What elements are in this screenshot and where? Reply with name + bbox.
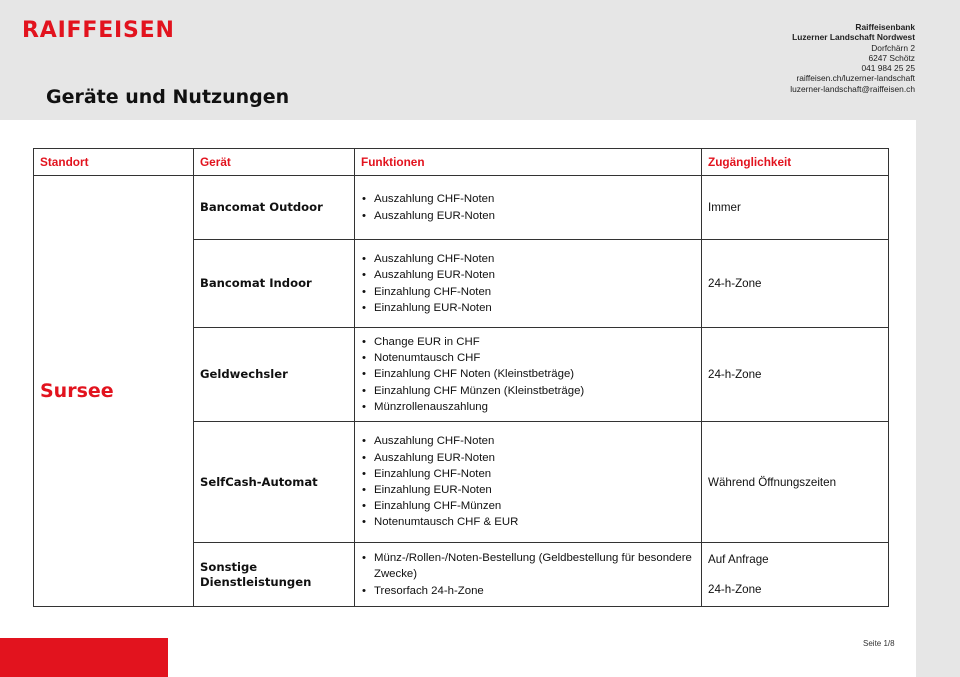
document-title: Geräte und Nutzungen	[46, 86, 290, 108]
device-cell: Bancomat Indoor	[194, 240, 355, 328]
function-item: • Change EUR in CHF	[361, 334, 695, 350]
city: 6247 Schötz	[868, 52, 915, 63]
function-item: • Auszahlung CHF-Noten	[361, 251, 695, 267]
function-item: • Auszahlung CHF-Noten	[361, 433, 695, 449]
column-header-funktionen: Funktionen	[355, 149, 702, 176]
function-item: • Auszahlung EUR-Noten	[361, 450, 695, 466]
function-item: • Münz-/Rollen-/Noten-Bestellung (Geldbestellung für besondere Zwecke)	[361, 550, 695, 582]
access-cell: 24-h-Zone	[702, 328, 889, 422]
access-line: Auf Anfrage	[708, 553, 769, 566]
page	[0, 120, 916, 677]
function-item: • Einzahlung EUR-Noten	[361, 300, 695, 316]
function-item: • Notenumtausch CHF & EUR	[361, 514, 695, 530]
function-item: • Münzrollenauszahlung	[361, 399, 695, 415]
website-link[interactable]: raiffeisen.ch/luzerner-landschaft	[796, 73, 915, 84]
access-cell: Immer	[702, 176, 889, 240]
function-item: • Einzahlung CHF-Münzen	[361, 498, 695, 514]
functions-cell	[355, 543, 702, 607]
table-header-row	[34, 149, 889, 176]
branch-name: Luzerner Landschaft Nordwest	[792, 32, 915, 43]
device-line: Sonstige	[200, 559, 258, 574]
function-item: • Auszahlung EUR-Noten	[361, 267, 695, 283]
functions-cell	[355, 328, 702, 422]
column-header-standort: Standort	[34, 149, 194, 176]
letterhead	[0, 0, 960, 120]
function-item: • Auszahlung EUR-Noten	[361, 208, 695, 224]
device-line: Dienstleistungen	[200, 574, 312, 589]
table-row	[34, 176, 889, 240]
access-cell: Während Öffnungszeiten	[702, 422, 889, 543]
function-item: • Einzahlung CHF Münzen (Kleinstbeträge)	[361, 383, 695, 399]
device-cell	[194, 543, 355, 607]
location-cell	[34, 176, 194, 607]
function-item: • Auszahlung CHF-Noten	[361, 191, 695, 207]
access-line: 24-h-Zone	[708, 583, 762, 596]
email-link[interactable]: luzerner-landschaft@raiffeisen.ch	[790, 83, 915, 94]
devices-table	[33, 148, 889, 607]
page-number: Seite 1/8	[863, 639, 895, 648]
column-header-geraet: Gerät	[194, 149, 355, 176]
access-cell: 24-h-Zone	[702, 240, 889, 328]
device-cell: SelfCash-Automat	[194, 422, 355, 543]
location-name: Sursee	[40, 380, 114, 402]
phone: 041 984 25 25	[861, 63, 915, 74]
column-header-zugaenglichkeit: Zugänglichkeit	[702, 149, 889, 176]
access-cell	[702, 543, 889, 607]
function-item: • Notenumtausch CHF	[361, 350, 695, 366]
street: Dorfchärn 2	[871, 42, 915, 53]
functions-cell	[355, 176, 702, 240]
function-item: • Tresorfach 24-h-Zone	[361, 583, 695, 599]
device-cell: Bancomat Outdoor	[194, 176, 355, 240]
function-item: • Einzahlung CHF Noten (Kleinstbeträge)	[361, 366, 695, 382]
functions-cell	[355, 422, 702, 543]
function-item: • Einzahlung CHF-Noten	[361, 284, 695, 300]
device-cell: Geldwechsler	[194, 328, 355, 422]
function-item: • Einzahlung EUR-Noten	[361, 482, 695, 498]
function-item: • Einzahlung CHF-Noten	[361, 466, 695, 482]
functions-cell	[355, 240, 702, 328]
bank-address	[790, 22, 915, 94]
raiffeisen-logo: RAIFFEISEN	[22, 18, 175, 43]
bank-name: Raiffeisenbank	[855, 22, 915, 32]
footer-red-bar	[0, 638, 168, 677]
